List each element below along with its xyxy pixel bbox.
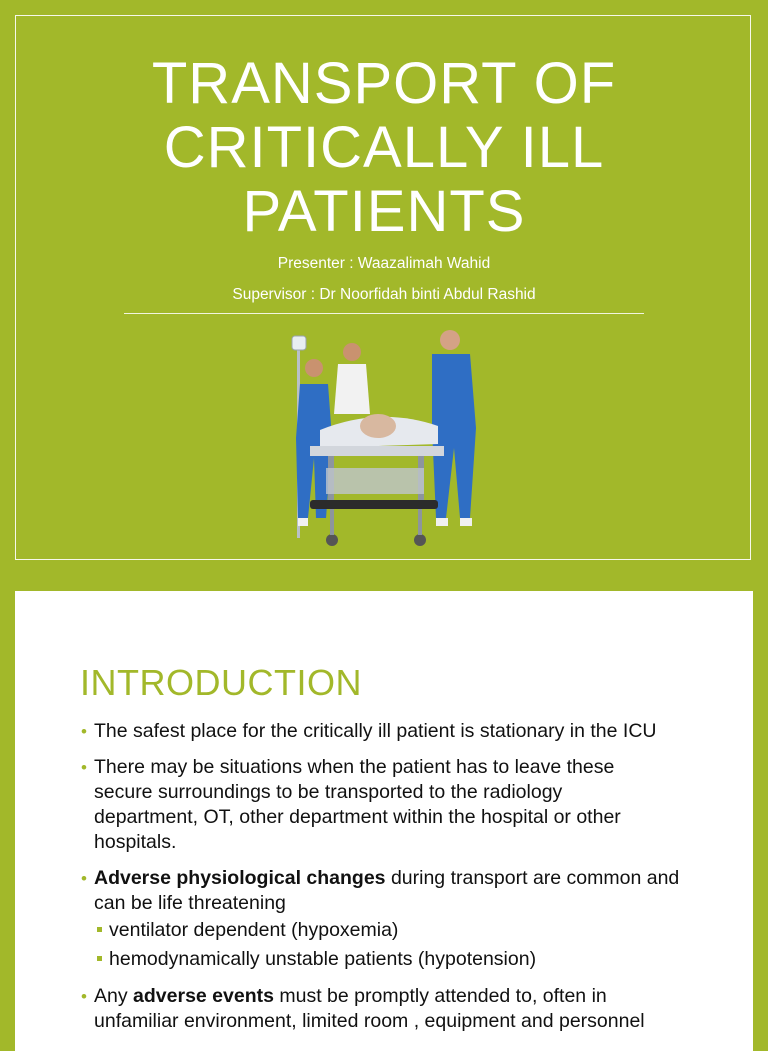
bullet-text: There may be situations when the patient has to leave these xyxy=(94,756,615,778)
divider-line xyxy=(124,313,644,314)
bullet-text: secure surroundings to be transported to the radiology xyxy=(94,781,563,803)
sub-bullet-item xyxy=(81,947,741,972)
bullet-item xyxy=(81,755,741,855)
bullet-marker-icon: • xyxy=(81,987,87,1006)
bullet-text: Any xyxy=(94,985,134,1007)
slide-title xyxy=(60,52,708,244)
bullet-item xyxy=(81,984,741,1034)
square-bullet-icon xyxy=(97,927,102,932)
sub-bullet-item xyxy=(81,918,741,943)
bullet-bold-text: adverse events xyxy=(133,985,274,1007)
bullet-marker-icon: • xyxy=(81,722,87,741)
supervisor-text: Supervisor : Dr Noorfidah binti Abdul Rashid xyxy=(232,286,536,303)
bullet-marker-icon: • xyxy=(81,758,87,777)
bullet-bold-text: Adverse physiological changes xyxy=(94,867,386,889)
bullet-text: The safest place for the critically ill patient is stationary in the ICU xyxy=(94,720,657,742)
bullet-text: must be promptly attended to, often in xyxy=(273,985,607,1007)
sub-bullet-text: hemodynamically unstable patients (hypotension) xyxy=(109,948,537,970)
bullet-text: department, OT, other department within the hospital or other xyxy=(94,806,621,828)
bullet-text: during transport are common and xyxy=(385,867,680,889)
sub-bullet-text: ventilator dependent (hypoxemia) xyxy=(109,919,399,941)
bullet-text: unfamiliar environment, limited room , equipment and personnel xyxy=(94,1010,645,1032)
title-line-2: CRITICALLY ILL xyxy=(163,115,605,180)
bullet-list xyxy=(81,719,741,1045)
bullet-text: can be life threatening xyxy=(94,892,286,914)
bullet-text: hospitals. xyxy=(94,831,177,853)
square-bullet-icon xyxy=(97,956,102,961)
bullet-marker-icon: • xyxy=(81,869,87,888)
title-line-1: TRANSPORT OF xyxy=(151,51,617,116)
bullet-item xyxy=(81,719,741,744)
presenter-text: Presenter : Waazalimah Wahid xyxy=(277,255,491,272)
introduction-slide xyxy=(15,591,753,1051)
stretcher-illustration xyxy=(270,318,500,558)
section-heading: INTRODUCTION xyxy=(80,662,362,703)
bullet-item xyxy=(81,866,741,916)
title-line-3: PATIENTS xyxy=(242,179,526,244)
